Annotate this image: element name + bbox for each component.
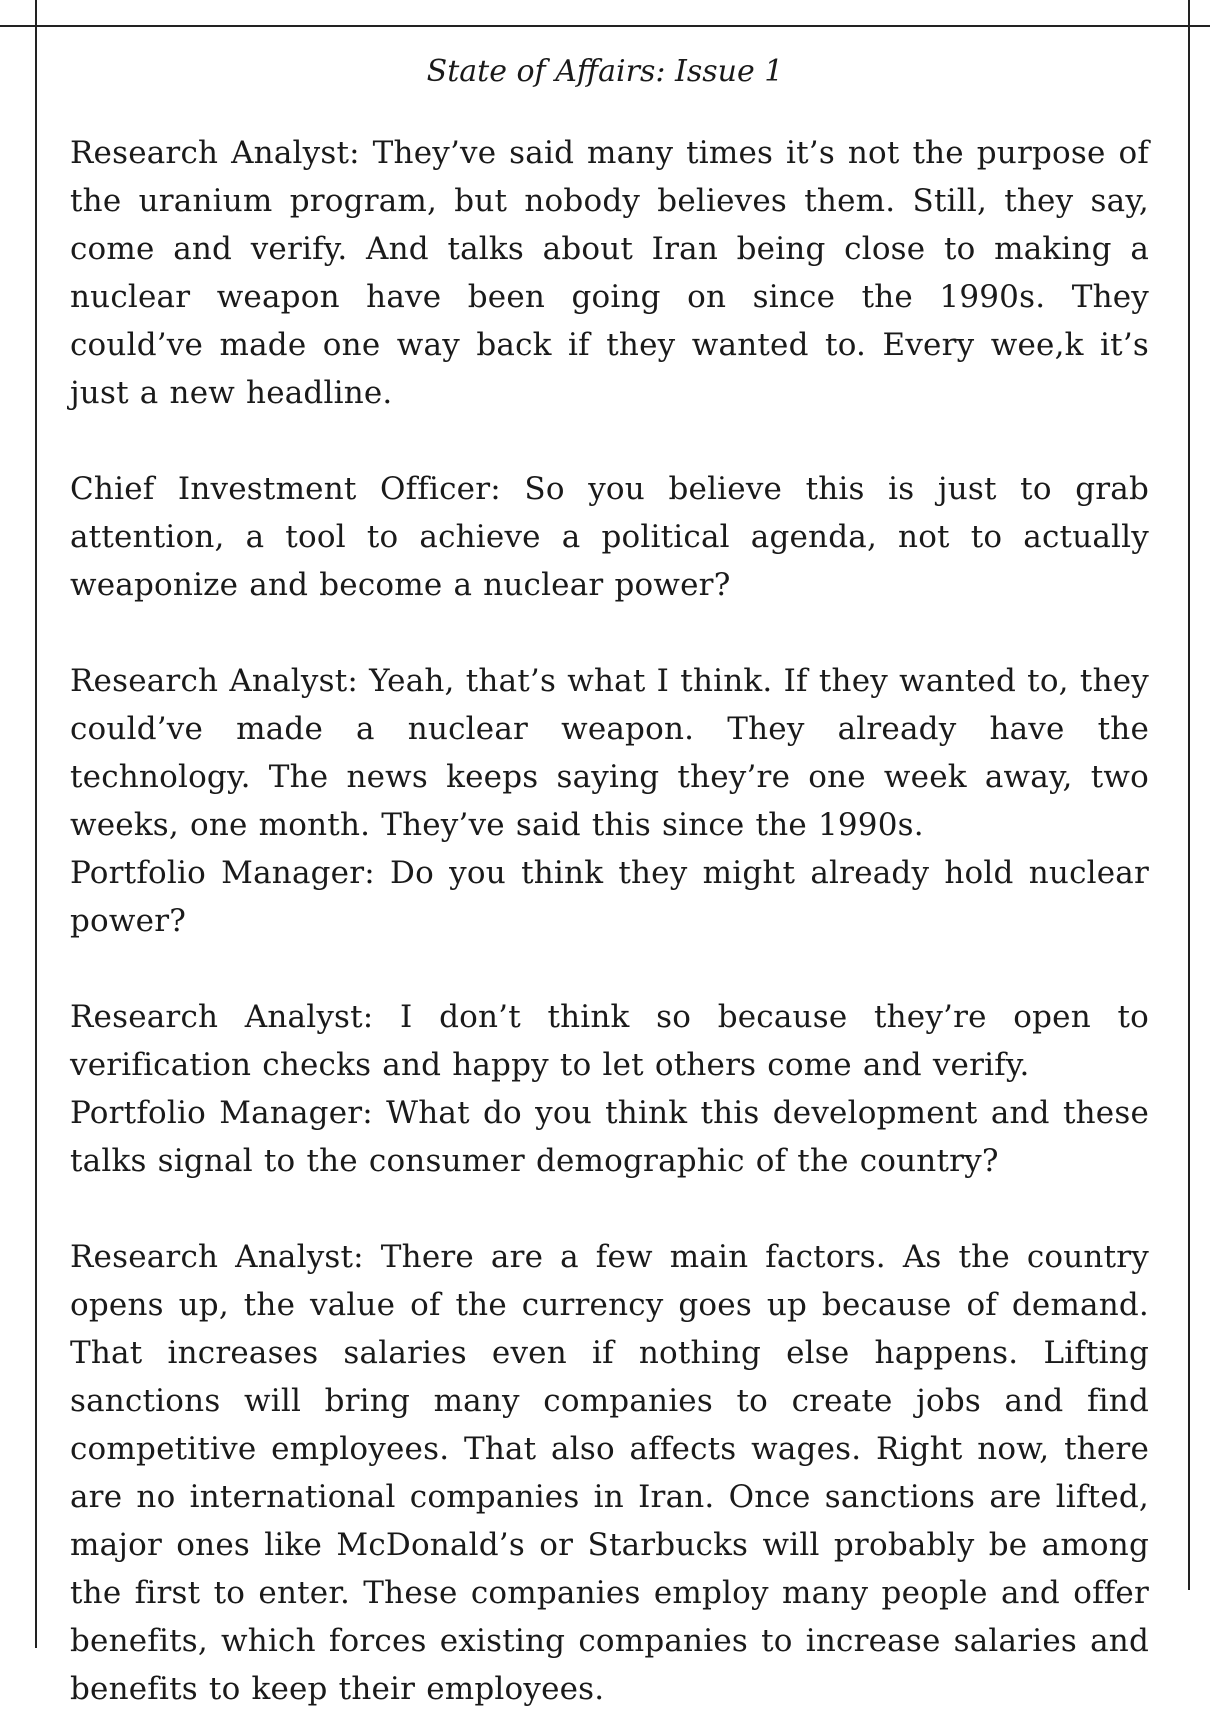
left-rule [35,0,37,1648]
transcript-paragraph: Research Analyst: They’ve said many times it’s not the purpose of the uranium program, but nobody believes them. Still, they say, come and verify. And talks about Iran being close to making a nuclear weapon have been going on since the 1990s. They could’ve made one way back if they wanted to. Every wee,k it’s just a new headline. [70,135,1149,411]
transcript-paragraph: Research Analyst: I don’t think so because they’re open to verification checks and happy to let others come and verify. [70,999,1149,1083]
transcript-paragraph: Research Analyst: Yeah, that’s what I think. If they wanted to, they could’ve made a nuclear weapon. They already have the technology. The news keeps saying they’re one week away, two weeks, one month. They’ve said this since the 1990s. [70,663,1149,843]
transcript-paragraph: Portfolio Manager: What do you think this development and these talks signal to the consumer demographic of the country? [70,1095,1149,1179]
transcript-paragraph: Research Analyst: There are a few main factors. As the country opens up, the value of the currency goes up because of demand. That increases salaries even if nothing else happens. Lifting sanctions will bring many companies to create jobs and find competitive employees. That also affects wages. Right now, there are no international companies in Iran. Once sanctions are lifted, major ones like McDonald’s or Starbucks will probably be among the first to enter. These companies employ many people and offer benefits, which forces existing companies to increase salaries and benefits to keep their employees. [70,1239,1149,1707]
transcript-body [70,129,1149,1713]
right-rule [1188,0,1190,1590]
page-title: State of Affairs: Issue 1 [426,54,784,89]
transcript-paragraph: Chief Investment Officer: So you believe this is just to grab attention, a tool to achieve a political agenda, not to actually weaponize and become a nuclear power? [70,471,1149,603]
top-rule [0,25,1210,27]
transcript-paragraph: Portfolio Manager: Do you think they might already hold nuclear power? [70,855,1149,939]
